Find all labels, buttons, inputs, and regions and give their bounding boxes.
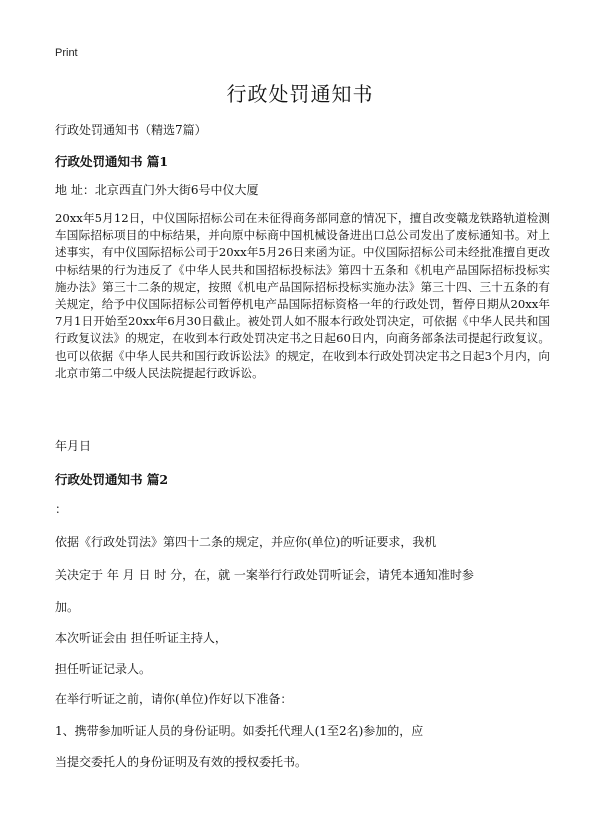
- section-2-line: 担任听证记录人。: [55, 662, 152, 676]
- section-2-line: 在举行听证之前，请你(单位)作好以下准备：: [55, 692, 293, 706]
- section-2-heading: 行政处罚通知书 篇2: [55, 472, 169, 487]
- section-2-line: 本次听证会由 担任听证主持人，: [55, 631, 227, 645]
- section-1-heading: 行政处罚通知书 篇1: [55, 154, 169, 169]
- section-1-date: 年月日: [55, 439, 92, 453]
- section-2-line: 依据《行政处罚法》第四十二条的规定，并应你(单位)的听证要求，我机: [55, 535, 437, 549]
- section-1-body: 20xx年5月12日，中仪国际招标公司在未征得商务部同意的情况下，擅自改变赣龙铁路轨道检测车国际招标项目的中标结果，并向原中标商中国机械设备进出口总公司发出了废标通知书。对上述事实，有中仪国际招标公司于20xx年5月26日来函为证。中仪国际招标公司未经批准擅自更改中标结果的行为违反了《中华人民共和国招标投标法》第四十五条和《机电产品国际招标投标实施办法》第三十二条的规定，按照《机电产品国际招标投标实施办法》第三十四、三十五条的有关规定，给予中仪国际招标公司暂停机电产品国际招标资格一年的行政处罚，暂停日期从20xx年7月1日开始至20xx年6月30日截止。被处罚人如不服本行政处罚决定，可依据《中华人民共和国行政复议法》的规定，在收到本行政处罚决定书之日起60日内，向商务部条法司提起行政复议。也可以依据《中华人民共和国行政诉讼法》的规定，在收到本行政处罚决定书之日起3个月内，向北京市第二中级人民法院提起行政诉讼。: [55, 211, 550, 380]
- section-2-line: 当提交委托人的身份证明及有效的授权委托书。: [55, 755, 308, 769]
- section-2-line: 1、携带参加听证人员的身份证明。如委托代理人(1至2名)参加的，应: [55, 724, 424, 738]
- section-2-colon: ：: [55, 502, 68, 516]
- section-2-line: 加。: [55, 600, 80, 614]
- section-1-address: 地 址：北京西直门外大街6号中仪大厦: [55, 183, 259, 197]
- section-2-line: 关决定于 年 月 日 时 分，在，就 一案举行行政处罚听证会，请凭本通知准时参: [55, 568, 474, 582]
- document-subtitle: 行政处罚通知书（精选7篇）: [55, 123, 207, 137]
- print-link[interactable]: Print: [55, 47, 78, 59]
- page-title: 行政处罚通知书: [226, 82, 374, 106]
